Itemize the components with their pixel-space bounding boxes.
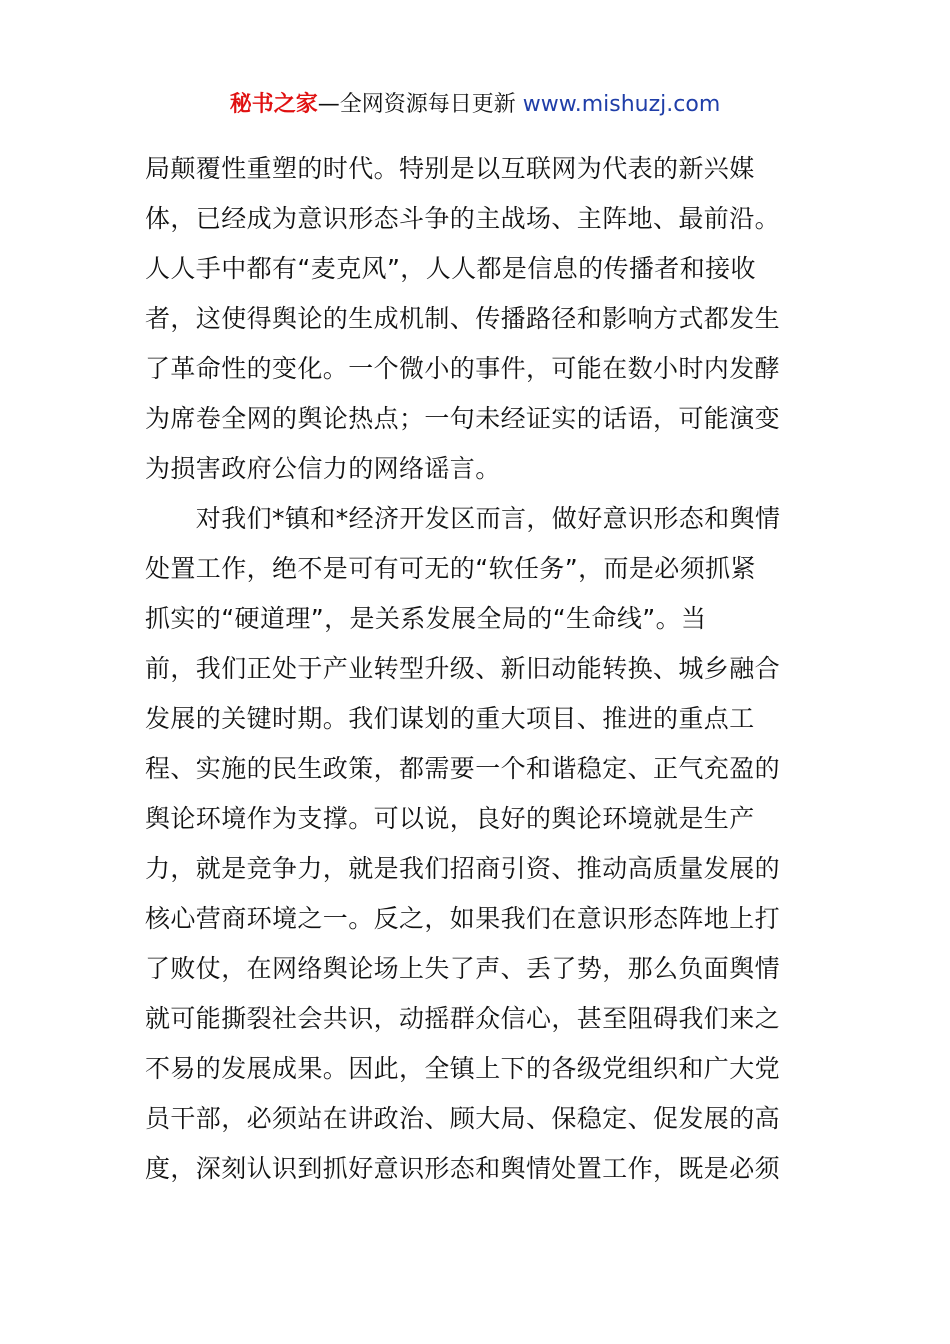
text-line: 抓实的“硬道理”，是关系发展全局的“生命线”。当: [145, 604, 707, 633]
site-url-link[interactable]: www.mishuzj.com: [522, 92, 721, 117]
text-line: 舆论环境作为支撑。可以说，良好的舆论环境就是生产: [145, 804, 755, 833]
text-line: 对我们*镇和*经济开发区而言，做好意识形态和舆情: [145, 504, 781, 533]
text-line: 人人手中都有“麦克风”，人人都是信息的传播者和接收: [145, 254, 756, 283]
header-tagline: —全网资源每日更新: [317, 92, 516, 117]
text-line: 就可能撕裂社会共识，动摇群众信心，甚至阻碍我们来之: [145, 1004, 781, 1033]
page-header: [0, 88, 950, 122]
text-line: 为损害政府公信力的网络谣言。: [145, 454, 501, 483]
text-line: 处置工作，绝不是可有可无的“软任务”，而是必须抓紧: [145, 554, 756, 583]
text-line: 不易的发展成果。因此，全镇上下的各级党组织和广大党: [145, 1054, 781, 1083]
text-line: 核心营商环境之一。反之，如果我们在意识形态阵地上打: [145, 904, 781, 933]
text-line: 度，深刻认识到抓好意识形态和舆情处置工作，既是必须: [145, 1154, 781, 1183]
text-line: 了败仗，在网络舆论场上失了声、丢了势，那么负面舆情: [145, 954, 781, 983]
text-line: 员干部，必须站在讲政治、顾大局、保稳定、促发展的高: [145, 1104, 781, 1133]
text-line: 体，已经成为意识形态斗争的主战场、主阵地、最前沿。: [145, 204, 781, 233]
text-line: 前，我们正处于产业转型升级、新旧动能转换、城乡融合: [145, 654, 781, 683]
text-line: 程、实施的民生政策，都需要一个和谐稳定、正气充盈的: [145, 754, 781, 783]
text-line: 力，就是竞争力，就是我们招商引资、推动高质量发展的: [145, 854, 781, 883]
text-line: 为席卷全网的舆论热点；一句未经证实的话语，可能演变: [145, 404, 781, 433]
document-body: [145, 144, 815, 1194]
text-line: 了革命性的变化。一个微小的事件，可能在数小时内发酵: [145, 354, 781, 383]
text-line: 发展的关键时期。我们谋划的重大项目、推进的重点工: [145, 704, 755, 733]
text-line: 者，这使得舆论的生成机制、传播路径和影响方式都发生: [145, 304, 781, 333]
brand-name: 秘书之家: [229, 92, 318, 117]
text-line: 局颠覆性重塑的时代。特别是以互联网为代表的新兴媒: [145, 154, 755, 183]
